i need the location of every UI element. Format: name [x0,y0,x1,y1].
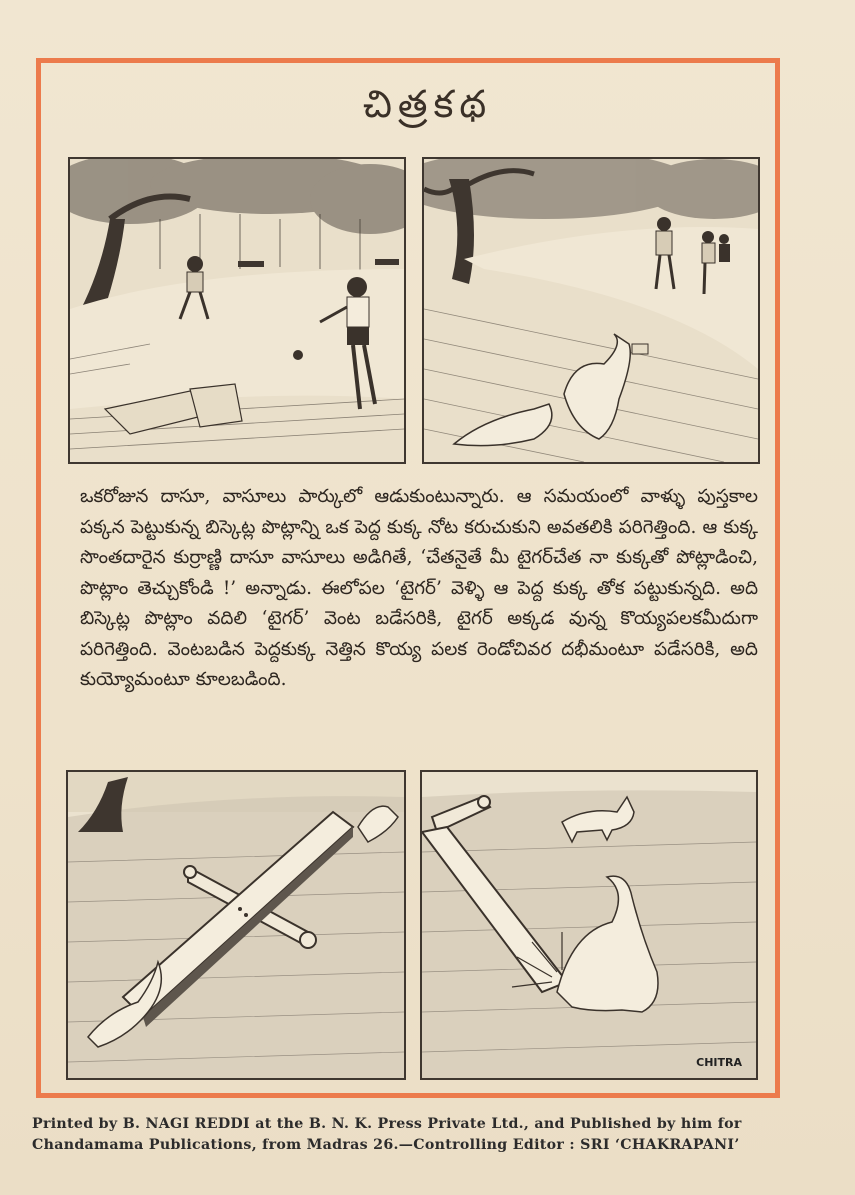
dog-falls-illustration [422,772,756,1078]
dogs-packet-illustration [424,159,758,462]
boys-playing-illustration [70,159,404,462]
footer-line-2: Chandamama Publications, from Madras 26.—Controlling Editor : SRI ‘CHAKRAPANI’ [32,1137,740,1153]
footer-line-1: Printed by B. NAGI REDDI at the B. N. K. Press Private Ltd., and Published by him for [32,1116,742,1132]
page-title: చిత్రకథ [362,82,493,126]
story-text [80,482,758,696]
illustration-panel-3 [66,770,406,1080]
illustration-panel-1 [68,157,406,464]
illustration-panel-4 [420,770,758,1080]
publisher-footer [32,1114,832,1156]
seesaw-dog-illustration [68,772,404,1078]
illustration-panel-2 [422,157,760,464]
artist-signature: CHITRA [696,1056,742,1069]
story-paragraph: ఒకరోజున దాసూ, వాసూలు పార్కులో ఆడుకుంటున్నారు. ఆ సమయంలో వాళ్ళు పుస్తకాల పక్కన పెట్టుకున్న బిస్కెట్ల పొట్లాన్ని ఒక పెద్ద కుక్క నోట కరుచుకుని అవతలికి పరిగెత్తింది. ఆ కుక్క సొంతదారైన కుర్రాణ్ణి దాసూ వాసూలు అడిగితే, ‘చేతనైతే మీ టైగర్‌చేత నా కుక్కతో పోట్లాడించి, పొట్లాం తెచ్చుకోండి !’ అన్నాడు. ఈలోపల ‘టైగర్’ వెళ్ళి ఆ పెద్ద కుక్క తోక పట్టుకున్నది. అది బిస్కెట్ల పొట్లాం వదిలి ‘టైగర్’ వెంట బడేసరికి, టైగర్ అక్కడ వున్న కొయ్యపలకమీదుగా పరిగెత్తింది. వెంటబడిన పెద్దకుక్క నెత్తిన కొయ్య పలక రెండోచివర దభీమంటూ పడేసరికి, అది కుయ్యోమంటూ కూలబడింది. [80,486,758,690]
